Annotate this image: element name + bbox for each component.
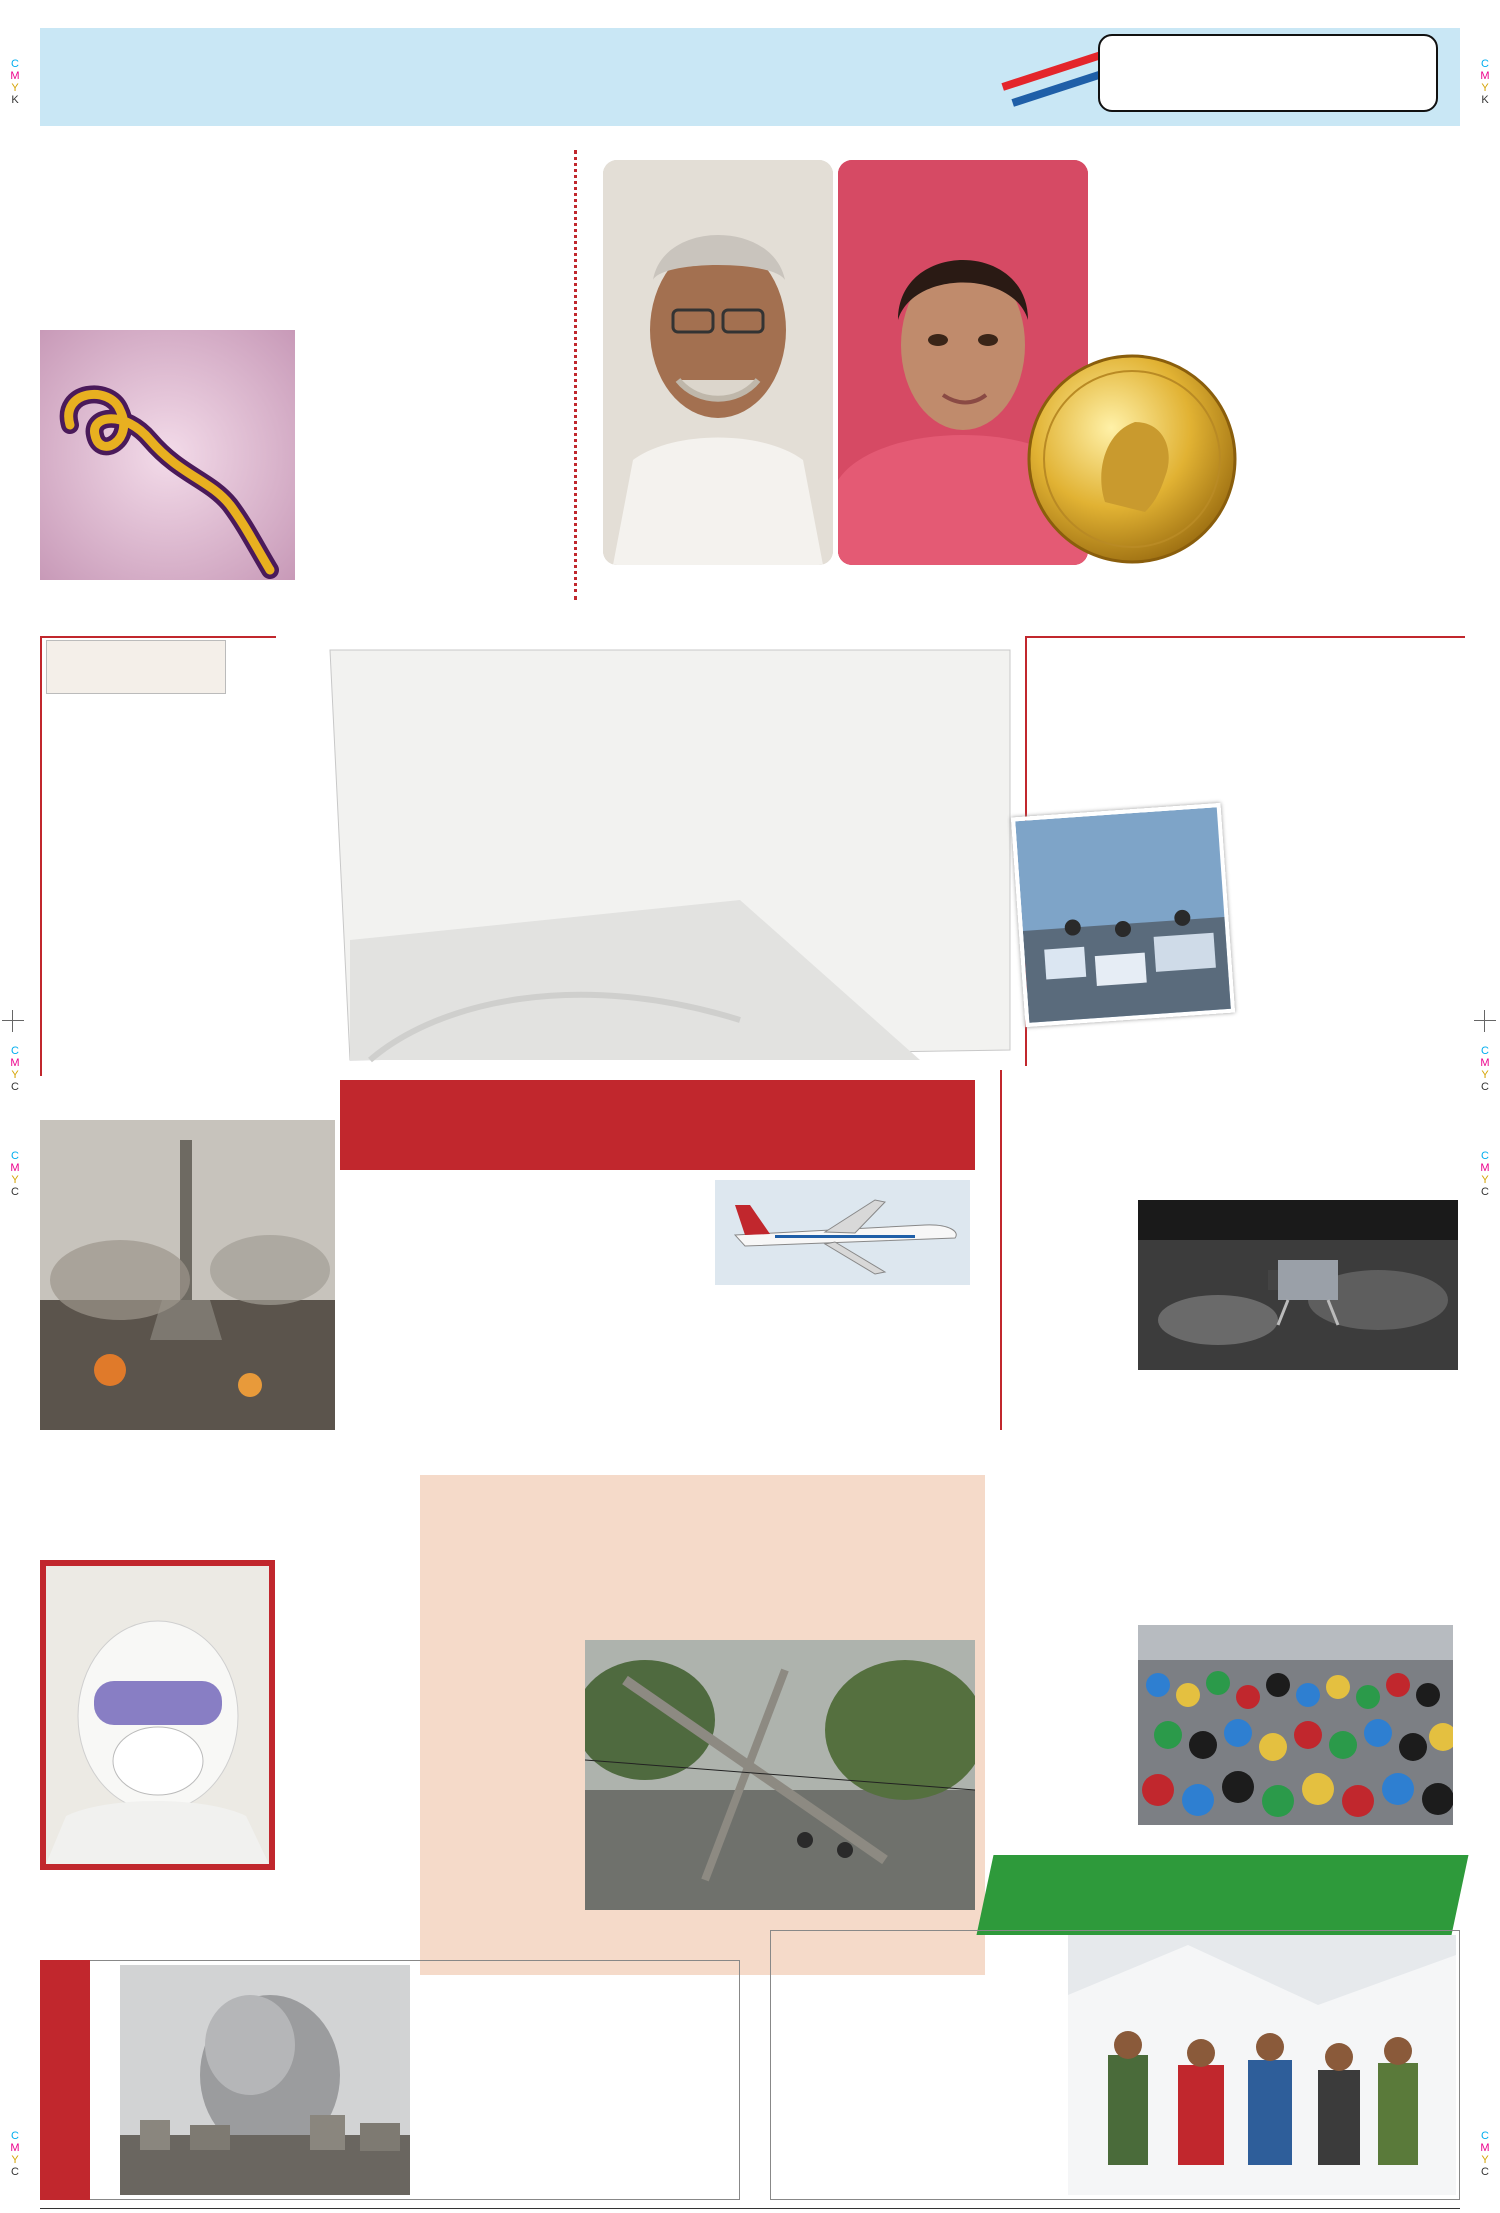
- ebola-virus-image: [40, 330, 295, 580]
- ukraine-protest-photo: [40, 1120, 335, 1430]
- footer-rule: [40, 2208, 1460, 2209]
- year-summary-quote: [350, 648, 1010, 1068]
- malaysia-headline-band: [340, 1080, 975, 1170]
- registration-marks-left-mid2: C M Y C: [10, 1150, 20, 1198]
- ukraine-article-body: [58, 735, 268, 1095]
- crop-mark-left: [2, 1010, 24, 1032]
- registration-marks-left-top: C M Y K: [10, 58, 20, 106]
- registration-marks-right-mid: C M Y C: [1480, 1045, 1490, 1093]
- gaza-smoke-photo: [120, 1965, 410, 2195]
- water-article-body: [1225, 725, 1450, 1065]
- nobel-medal-image: [1025, 352, 1240, 567]
- democracy-umbrellas-photo: [1138, 1625, 1453, 1825]
- water-crisis-photo: [1011, 803, 1235, 1027]
- registration-marks-right-top: C M Y K: [1480, 58, 1490, 106]
- crop-mark-right: [1474, 1010, 1496, 1032]
- section-info-box: [1098, 34, 1438, 112]
- ebola-article-body: [305, 158, 560, 598]
- gaza-headline-band: [40, 1960, 90, 2200]
- comet-lander-photo: [1138, 1200, 1458, 1370]
- registration-marks-left-mid: C M Y C: [10, 1045, 20, 1093]
- person-article-body: [280, 1564, 390, 1894]
- registration-marks-right-bottom: C M Y C: [1480, 2130, 1490, 2178]
- column-separator: [574, 150, 577, 600]
- snowstorm-article-body: [780, 1940, 1065, 2200]
- rammasun-storm-photo: [585, 1640, 975, 1910]
- malaysia-plane-image: [715, 1180, 970, 1285]
- registration-marks-left-bottom: C M Y C: [10, 2130, 20, 2178]
- gaza-article-body: [420, 1968, 735, 2198]
- registration-marks-right-mid2: C M Y C: [1480, 1150, 1490, 1198]
- kailash-satyarthi-photo: [603, 160, 833, 565]
- snowstorm-rescue-photo: [1068, 1935, 1456, 2195]
- snowstorm-headline-band: [976, 1855, 1468, 1935]
- time-cover-image: [40, 1560, 275, 1870]
- ukraine-headline-tab: [46, 640, 226, 694]
